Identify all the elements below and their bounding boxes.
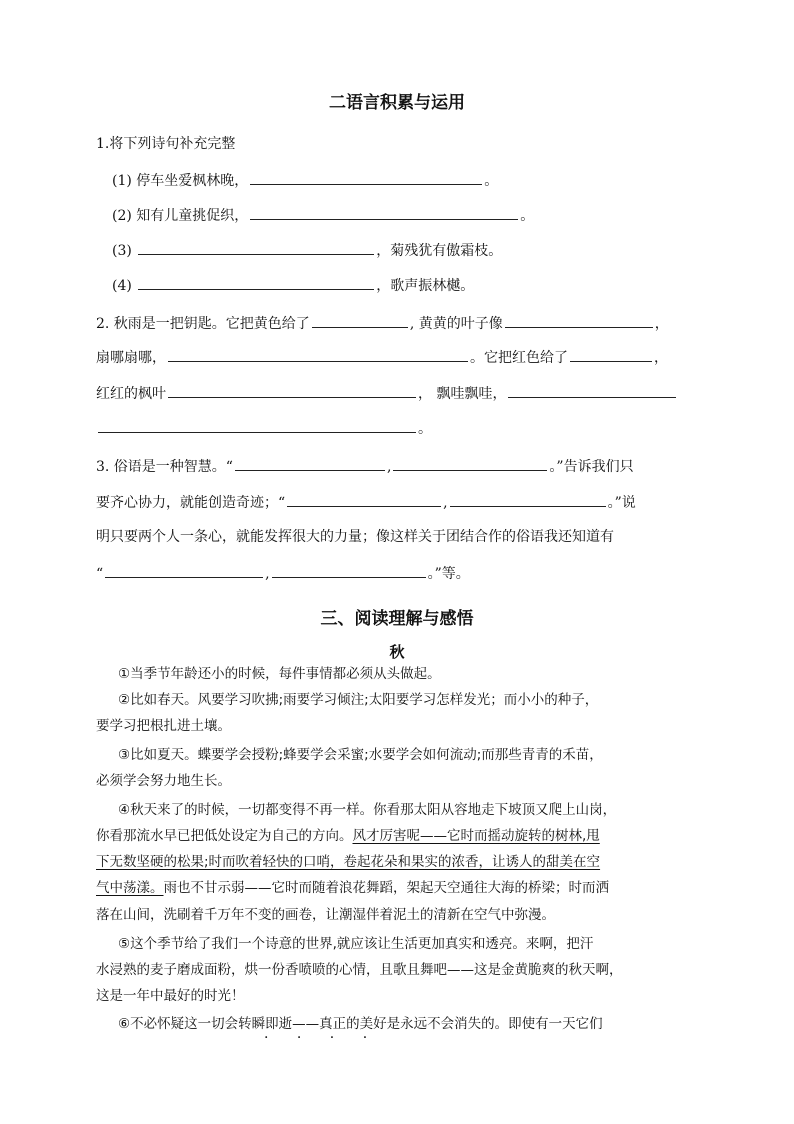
q1-item-3: [112, 240, 502, 261]
q3-text: 。”告诉我们只: [549, 459, 634, 475]
answer-blank[interactable]: [168, 347, 468, 362]
q3-text: 要齐心协力，就能创造奇迹；“: [96, 495, 286, 511]
answer-blank[interactable]: [287, 492, 441, 507]
underlined-sentence: 气中荡漾。: [96, 880, 164, 896]
passage-paragraph-1: ①当季节年龄还小的时候，每件事情都必须从头做起。: [118, 666, 441, 682]
passage-paragraph-6: ⑥不必怀疑这一切会转瞬即逝——真正的美好是永远不会消失的。即使有一天它们: [118, 1016, 603, 1032]
q3-text: 。”等。: [427, 566, 470, 582]
passage-paragraph-3-cont: 必须学会努力地生长。: [96, 773, 231, 789]
q1-item-4: [112, 275, 474, 296]
q3-line-4: [96, 563, 470, 584]
answer-blank[interactable]: [98, 418, 416, 433]
q1-item-1: [112, 170, 498, 191]
q2-text: 红红的枫叶: [96, 386, 166, 402]
answer-blank[interactable]: [312, 313, 408, 328]
q2-text: 扇哪扇哪，: [96, 350, 166, 366]
emphasis-dots: · · · ·: [264, 1030, 380, 1046]
q1-stem: 1.将下列诗句补充完整: [96, 136, 236, 152]
q3-line-3: 明只要两个人一条心，就能发挥很大的力量；像这样关于团结合作的俗语我还知道有: [96, 529, 614, 545]
passage-text: 雨也不甘示弱——它时而随着浪花舞蹈，架起天空通往大海的桥梁；时而洒: [163, 880, 609, 896]
q2-text: , 黄黄的叶子像: [409, 316, 503, 332]
answer-blank[interactable]: [570, 347, 652, 362]
q1-item-2-end: 。: [520, 208, 535, 224]
passage-paragraph-4-line-2: [96, 826, 600, 846]
q1-item-2-text: 知有儿童挑促织，: [136, 208, 249, 224]
passage-paragraph-5-line-3: 这是一年中最好的时光！: [96, 988, 245, 1004]
q3-text: 。”说: [607, 495, 636, 511]
q2-text: 。: [418, 421, 432, 437]
answer-blank[interactable]: [508, 383, 676, 398]
q3-text: 3. 俗语是一种智慧。“: [96, 459, 233, 475]
q2-text: ， 飘哇飘哇，: [418, 386, 507, 402]
passage-title: 秋: [389, 643, 405, 661]
answer-blank[interactable]: [272, 563, 426, 578]
answer-blank[interactable]: [138, 240, 374, 255]
answer-blank[interactable]: [250, 205, 518, 220]
passage-paragraph-4: ④秋天来了的时候，一切都变得不再一样。你看那太阳从容地走下坡顶又爬上山岗，: [118, 802, 617, 818]
q3-text: ,: [443, 495, 448, 511]
section2-title: 二语言积累与运用: [329, 93, 465, 113]
q1-item-1-end: 。: [484, 173, 499, 189]
answer-blank[interactable]: [250, 170, 482, 185]
passage-text: 你看那流水早已把低处设定为自己的方向。: [96, 828, 353, 844]
passage-paragraph-4-line-5: 落在山间，洗刷着千万年不变的画卷，让潮湿伴着泥土的清新在空气中弥漫。: [96, 907, 555, 923]
q2-text: 。它把红色给了: [470, 350, 568, 366]
answer-blank[interactable]: [450, 492, 606, 507]
q2-line-2: [96, 347, 668, 368]
passage-paragraph-5: ⑤这个季节给了我们一个诗意的世界,就应该让生活更加真实和透亮。来啊，把汗: [118, 936, 594, 952]
q1-item-3-num: (3): [112, 243, 132, 259]
q2-line-3: [96, 383, 678, 404]
q1-item-4-text: ，歌声振林樾。: [376, 278, 475, 294]
q1-item-2: [112, 205, 534, 226]
section3-title: 三、阅读理解与感悟: [320, 609, 474, 629]
q3-text: ,: [386, 459, 392, 475]
q3-line-1: [96, 456, 634, 477]
q3-text: ,: [265, 566, 270, 582]
q3-text: “: [96, 566, 104, 582]
answer-blank[interactable]: [168, 383, 416, 398]
q1-item-2-num: (2): [112, 208, 132, 224]
q1-item-4-num: (4): [112, 278, 132, 294]
answer-blank[interactable]: [138, 275, 374, 290]
underlined-sentence: 风才厉害呢——它时而摇动旋转的树林,甩: [352, 828, 600, 844]
q2-text: ，: [654, 350, 668, 366]
q2-text: ，: [654, 316, 669, 332]
q3-line-2: [96, 492, 636, 513]
q2-line-4: [96, 418, 432, 439]
passage-paragraph-2: ②比如春天。风要学习吹拂;雨要学习倾注;太阳要学习怎样发光；而小小的种子，: [118, 692, 599, 708]
answer-blank[interactable]: [105, 563, 263, 578]
q1-item-3-text: ，菊残犹有傲霜枝。: [376, 243, 503, 259]
underlined-sentence: 下无数坚硬的松果;时而吹着轻快的口哨，卷起花朵和果实的浓香，让诱人的甜美在空: [96, 854, 601, 870]
q2-text: 2. 秋雨是一把钥匙。它把黄色给了: [96, 316, 310, 332]
q1-item-1-num: (1): [112, 173, 132, 189]
answer-blank[interactable]: [235, 456, 385, 471]
passage-paragraph-5-line-2: 水浸熟的麦子磨成面粉，烘一份香喷喷的心情，且歌且舞吧——这是金黄脆爽的秋天啊，: [96, 962, 623, 978]
passage-paragraph-4-line-4: [96, 878, 609, 898]
passage-paragraph-3: ③比如夏天。蝶要学会授粉;蜂要学会采蜜;水要学会如何流动;而那些青青的禾苗，: [118, 747, 603, 763]
passage-paragraph-4-line-3: [96, 852, 600, 872]
q2-line-1: [96, 313, 669, 334]
q1-item-1-text: 停车坐爱枫林晚，: [136, 173, 249, 189]
answer-blank[interactable]: [393, 456, 547, 471]
passage-paragraph-2-cont: 要学习把根扎进土壤。: [96, 718, 231, 734]
answer-blank[interactable]: [505, 313, 653, 328]
